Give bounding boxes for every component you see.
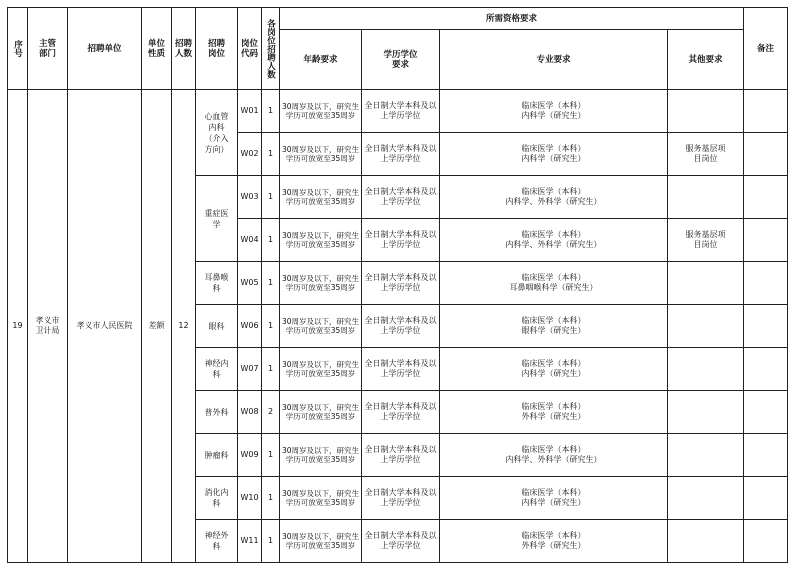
cell-nature: 差额 xyxy=(142,90,172,563)
cell-remark xyxy=(744,133,788,176)
cell-remark xyxy=(744,520,788,563)
cell-code: W02 xyxy=(238,133,262,176)
header-row-top xyxy=(8,8,788,30)
cell-position: 心血管内科（介入方向） xyxy=(196,90,238,176)
cell-major: 临床医学（本科） 内科学（研究生） xyxy=(440,348,668,391)
cell-education: 全日制大学本科及以上学历学位 xyxy=(362,391,440,434)
cell-education: 全日制大学本科及以上学历学位 xyxy=(362,348,440,391)
cell-remark xyxy=(744,90,788,133)
cell-count: 1 xyxy=(262,434,280,477)
cell-count: 1 xyxy=(262,133,280,176)
cell-count: 1 xyxy=(262,520,280,563)
header-per-count: 各岗位招聘人数 xyxy=(262,8,280,90)
cell-age: 30周岁及以下，研究生学历可放宽至35周岁 xyxy=(280,133,362,176)
cell-other xyxy=(668,477,744,520)
cell-code: W05 xyxy=(238,262,262,305)
cell-education: 全日制大学本科及以上学历学位 xyxy=(362,133,440,176)
cell-age: 30周岁及以下，研究生学历可放宽至35周岁 xyxy=(280,176,362,219)
header-position: 招聘岗位 xyxy=(196,8,238,90)
cell-count: 2 xyxy=(262,391,280,434)
cell-remark xyxy=(744,348,788,391)
cell-code: W03 xyxy=(238,176,262,219)
cell-other: 服务基层项目岗位 xyxy=(668,133,744,176)
cell-age: 30周岁及以下，研究生学历可放宽至35周岁 xyxy=(280,391,362,434)
cell-education: 全日制大学本科及以上学历学位 xyxy=(362,305,440,348)
cell-count: 1 xyxy=(262,477,280,520)
cell-major: 临床医学（本科） 内科学（研究生） xyxy=(440,477,668,520)
cell-age: 30周岁及以下，研究生学历可放宽至35周岁 xyxy=(280,262,362,305)
header-education: 学历学位要求 xyxy=(362,30,440,90)
cell-major: 临床医学（本科） 内科学、外科学（研究生） xyxy=(440,434,668,477)
cell-other xyxy=(668,262,744,305)
cell-age: 30周岁及以下，研究生学历可放宽至35周岁 xyxy=(280,90,362,133)
cell-education: 全日制大学本科及以上学历学位 xyxy=(362,520,440,563)
header-total: 招聘人数 xyxy=(172,8,196,90)
cell-count: 1 xyxy=(262,176,280,219)
cell-major: 临床医学（本科） 外科学（研究生） xyxy=(440,520,668,563)
cell-major: 临床医学（本科） 内科学、外科学（研究生） xyxy=(440,219,668,262)
cell-remark xyxy=(744,391,788,434)
cell-total: 12 xyxy=(172,90,196,563)
header-nature: 单位性质 xyxy=(142,8,172,90)
cell-code: W10 xyxy=(238,477,262,520)
cell-major: 临床医学（本科） 内科学、外科学（研究生） xyxy=(440,176,668,219)
cell-other xyxy=(668,176,744,219)
cell-position: 神经内科 xyxy=(196,348,238,391)
cell-age: 30周岁及以下，研究生学历可放宽至35周岁 xyxy=(280,348,362,391)
cell-major: 临床医学（本科） 内科学（研究生） xyxy=(440,90,668,133)
recruitment-table xyxy=(7,7,788,563)
cell-code: W08 xyxy=(238,391,262,434)
cell-major: 临床医学（本科） 耳鼻咽喉科学（研究生） xyxy=(440,262,668,305)
table-row xyxy=(8,90,788,133)
cell-position: 普外科 xyxy=(196,391,238,434)
cell-remark xyxy=(744,305,788,348)
header-seq: 序号 xyxy=(8,8,28,90)
cell-seq: 19 xyxy=(8,90,28,563)
header-other: 其他要求 xyxy=(668,30,744,90)
cell-age: 30周岁及以下，研究生学历可放宽至35周岁 xyxy=(280,520,362,563)
cell-count: 1 xyxy=(262,219,280,262)
cell-education: 全日制大学本科及以上学历学位 xyxy=(362,219,440,262)
cell-other xyxy=(668,434,744,477)
table-body xyxy=(8,90,788,563)
cell-education: 全日制大学本科及以上学历学位 xyxy=(362,477,440,520)
cell-other xyxy=(668,305,744,348)
cell-remark xyxy=(744,219,788,262)
cell-education: 全日制大学本科及以上学历学位 xyxy=(362,176,440,219)
cell-age: 30周岁及以下，研究生学历可放宽至35周岁 xyxy=(280,305,362,348)
cell-position: 眼科 xyxy=(196,305,238,348)
header-dept: 主管部门 xyxy=(28,8,68,90)
cell-position: 重症医学 xyxy=(196,176,238,262)
cell-other xyxy=(668,391,744,434)
cell-count: 1 xyxy=(262,305,280,348)
cell-other: 服务基层项目岗位 xyxy=(668,219,744,262)
header-unit: 招聘单位 xyxy=(68,8,142,90)
cell-education: 全日制大学本科及以上学历学位 xyxy=(362,90,440,133)
cell-code: W04 xyxy=(238,219,262,262)
cell-remark xyxy=(744,262,788,305)
cell-other xyxy=(668,348,744,391)
cell-count: 1 xyxy=(262,348,280,391)
header-code: 岗位代码 xyxy=(238,8,262,90)
cell-unit: 孝义市人民医院 xyxy=(68,90,142,563)
cell-position: 消化内科 xyxy=(196,477,238,520)
cell-count: 1 xyxy=(262,262,280,305)
cell-major: 临床医学（本科） 眼科学（研究生） xyxy=(440,305,668,348)
cell-position: 肿瘤科 xyxy=(196,434,238,477)
cell-other xyxy=(668,90,744,133)
cell-code: W07 xyxy=(238,348,262,391)
cell-code: W09 xyxy=(238,434,262,477)
recruitment-table-container xyxy=(7,7,788,563)
header-age: 年龄要求 xyxy=(280,30,362,90)
cell-age: 30周岁及以下，研究生学历可放宽至35周岁 xyxy=(280,219,362,262)
cell-count: 1 xyxy=(262,90,280,133)
cell-code: W06 xyxy=(238,305,262,348)
header-major: 专业要求 xyxy=(440,30,668,90)
cell-age: 30周岁及以下，研究生学历可放宽至35周岁 xyxy=(280,477,362,520)
cell-position: 耳鼻喉科 xyxy=(196,262,238,305)
cell-dept: 孝义市卫计局 xyxy=(28,90,68,563)
cell-remark xyxy=(744,176,788,219)
cell-remark xyxy=(744,477,788,520)
cell-remark xyxy=(744,434,788,477)
cell-position: 神经外科 xyxy=(196,520,238,563)
cell-education: 全日制大学本科及以上学历学位 xyxy=(362,262,440,305)
cell-code: W01 xyxy=(238,90,262,133)
header-remark: 备注 xyxy=(744,8,788,90)
cell-major: 临床医学（本科） 内科学（研究生） xyxy=(440,133,668,176)
cell-education: 全日制大学本科及以上学历学位 xyxy=(362,434,440,477)
cell-age: 30周岁及以下，研究生学历可放宽至35周岁 xyxy=(280,434,362,477)
cell-other xyxy=(668,520,744,563)
header-qualifications: 所需资格要求 xyxy=(280,8,744,30)
cell-major: 临床医学（本科） 外科学（研究生） xyxy=(440,391,668,434)
cell-code: W11 xyxy=(238,520,262,563)
